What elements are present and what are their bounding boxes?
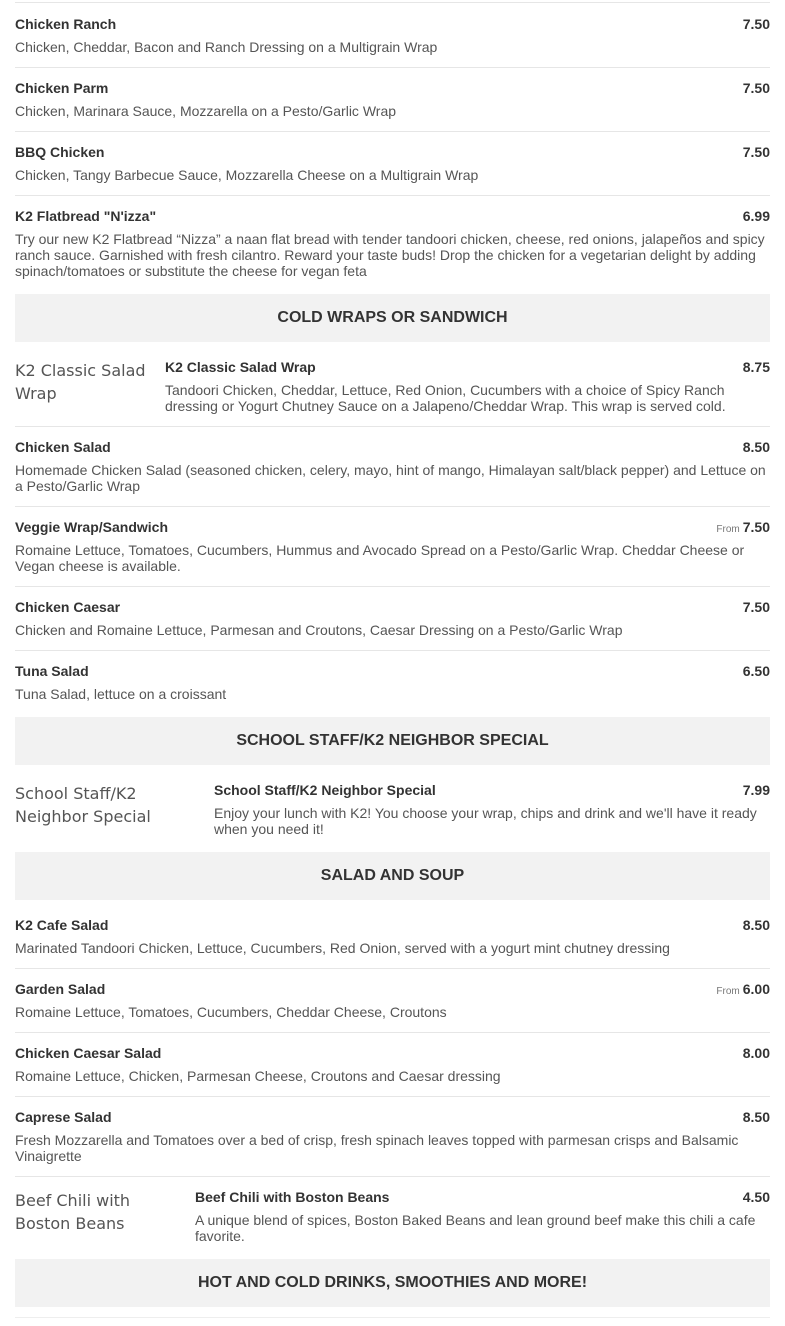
menu-item[interactable]	[15, 1189, 770, 1259]
menu-item[interactable]	[15, 359, 770, 427]
menu-item[interactable]	[15, 917, 770, 969]
price-prefix: From	[716, 986, 740, 997]
item-description: Tuna Salad, lettuce on a croissant	[15, 686, 227, 702]
item-price: 6.50	[742, 663, 770, 679]
item-image: School Staff/K2 Neighbor Special	[15, 784, 151, 826]
item-price: 7.99	[742, 782, 770, 798]
item-price: 8.00	[742, 1045, 770, 1061]
section-header-cold-wraps: COLD WRAPS OR SANDWICH	[15, 294, 770, 342]
item-description: Chicken, Cheddar, Bacon and Ranch Dressing on a Multigrain Wrap	[15, 39, 438, 55]
item-description: Chicken, Marinara Sauce, Mozzarella on a Pesto/Garlic Wrap	[15, 103, 397, 119]
item-name: Chicken Salad	[15, 439, 111, 455]
menu-item[interactable]	[15, 663, 770, 717]
item-description: Romaine Lettuce, Chicken, Parmesan Cheese, Croutons and Caesar dressing	[15, 1068, 501, 1084]
item-description: Chicken, Tangy Barbecue Sauce, Mozzarella Cheese on a Multigrain Wrap	[15, 167, 479, 183]
item-price: 8.50	[742, 439, 770, 455]
item-price: 7.50	[742, 599, 770, 615]
section-header-staff-special: SCHOOL STAFF/K2 NEIGHBOR SPECIAL	[15, 717, 770, 765]
item-description: Fresh Mozzarella and Tomatoes over a bed of crisp, fresh spinach leaves topped with parmesan crisps and Balsamic Vinaigrette	[15, 1132, 739, 1164]
item-price: 4.50	[742, 1189, 770, 1205]
menu-item[interactable]	[15, 1045, 770, 1097]
section-header-salad-soup: SALAD AND SOUP	[15, 852, 770, 900]
item-name: Caprese Salad	[15, 1109, 112, 1125]
item-price: 6.99	[742, 208, 770, 224]
item-name: K2 Cafe Salad	[15, 917, 109, 933]
item-name: School Staff/K2 Neighbor Special	[214, 782, 436, 798]
menu-item[interactable]	[15, 519, 770, 587]
item-name: Chicken Parm	[15, 80, 109, 96]
item-price: 8.50	[742, 917, 770, 933]
price-value: 7.50	[742, 519, 770, 535]
menu-item[interactable]	[15, 144, 770, 196]
menu-item[interactable]	[15, 1109, 770, 1177]
item-description: Marinated Tandoori Chicken, Lettuce, Cucumbers, Red Onion, served with a yogurt mint chutney dressing	[15, 940, 670, 956]
item-price	[716, 981, 770, 1000]
price-value: 6.00	[742, 981, 770, 997]
divider	[15, 2, 770, 3]
item-name: K2 Classic Salad Wrap	[165, 359, 316, 375]
item-name: Tuna Salad	[15, 663, 89, 679]
item-name: Chicken Caesar Salad	[15, 1045, 162, 1061]
item-description: A unique blend of spices, Boston Baked Beans and lean ground beef make this chili a cafe favorite.	[195, 1212, 756, 1244]
item-name: Chicken Caesar	[15, 599, 121, 615]
item-name: Garden Salad	[15, 981, 106, 997]
menu-item[interactable]	[15, 599, 770, 651]
menu-item[interactable]	[15, 981, 770, 1033]
menu-item[interactable]	[15, 782, 770, 852]
price-prefix: From	[716, 524, 740, 535]
item-price	[716, 519, 770, 538]
item-price: 7.50	[742, 144, 770, 160]
item-name: Veggie Wrap/Sandwich	[15, 519, 169, 535]
menu-item[interactable]	[15, 439, 770, 507]
item-description: Enjoy your lunch with K2! You choose your wrap, chips and drink and we'll have it ready when you need it!	[214, 805, 757, 837]
menu-item[interactable]	[15, 16, 770, 68]
item-name: Chicken Ranch	[15, 16, 117, 32]
item-description: Homemade Chicken Salad (seasoned chicken, celery, mayo, hint of mango, Himalayan salt/black pepper) and Lettuce on a Pesto/Garlic Wrap	[15, 462, 766, 494]
item-name: Beef Chili with Boston Beans	[195, 1189, 390, 1205]
item-image: K2 Classic Salad Wrap	[15, 361, 146, 403]
item-description: Chicken and Romaine Lettuce, Parmesan and Croutons, Caesar Dressing on a Pesto/Garlic Wrap	[15, 622, 623, 638]
item-image: Beef Chili with Boston Beans	[15, 1191, 131, 1233]
menu-item[interactable]	[15, 80, 770, 132]
item-name: BBQ Chicken	[15, 144, 105, 160]
item-price: 8.50	[742, 1109, 770, 1125]
item-description: Try our new K2 Flatbread “Nizza” a naan flat bread with tender tandoori chicken, cheese, red onions, jalapeños and spicy ranch sauce. Garnished with fresh cilantro. Reward your taste buds! Drop the chicken for a vegetarian delight by adding spinach/tomatoes or substitute the cheese for vegan feta	[15, 231, 765, 279]
item-price: 7.50	[742, 80, 770, 96]
item-price: 7.50	[742, 16, 770, 32]
section-header-drinks: HOT AND COLD DRINKS, SMOOTHIES AND MORE!	[15, 1259, 770, 1307]
item-description: Romaine Lettuce, Tomatoes, Cucumbers, Cheddar Cheese, Croutons	[15, 1004, 447, 1020]
item-description: Romaine Lettuce, Tomatoes, Cucumbers, Hummus and Avocado Spread on a Pesto/Garlic Wrap. Cheddar Cheese or Vegan cheese is available.	[15, 542, 745, 574]
menu-item[interactable]	[15, 208, 770, 295]
item-price: 8.75	[742, 359, 770, 375]
item-name: K2 Flatbread "N'izza"	[15, 208, 157, 224]
item-description: Tandoori Chicken, Cheddar, Lettuce, Red Onion, Cucumbers with a choice of Spicy Ranch dressing or Yogurt Chutney Sauce on a Jalapeno/Cheddar Wrap. This wrap is served cold.	[165, 382, 726, 414]
